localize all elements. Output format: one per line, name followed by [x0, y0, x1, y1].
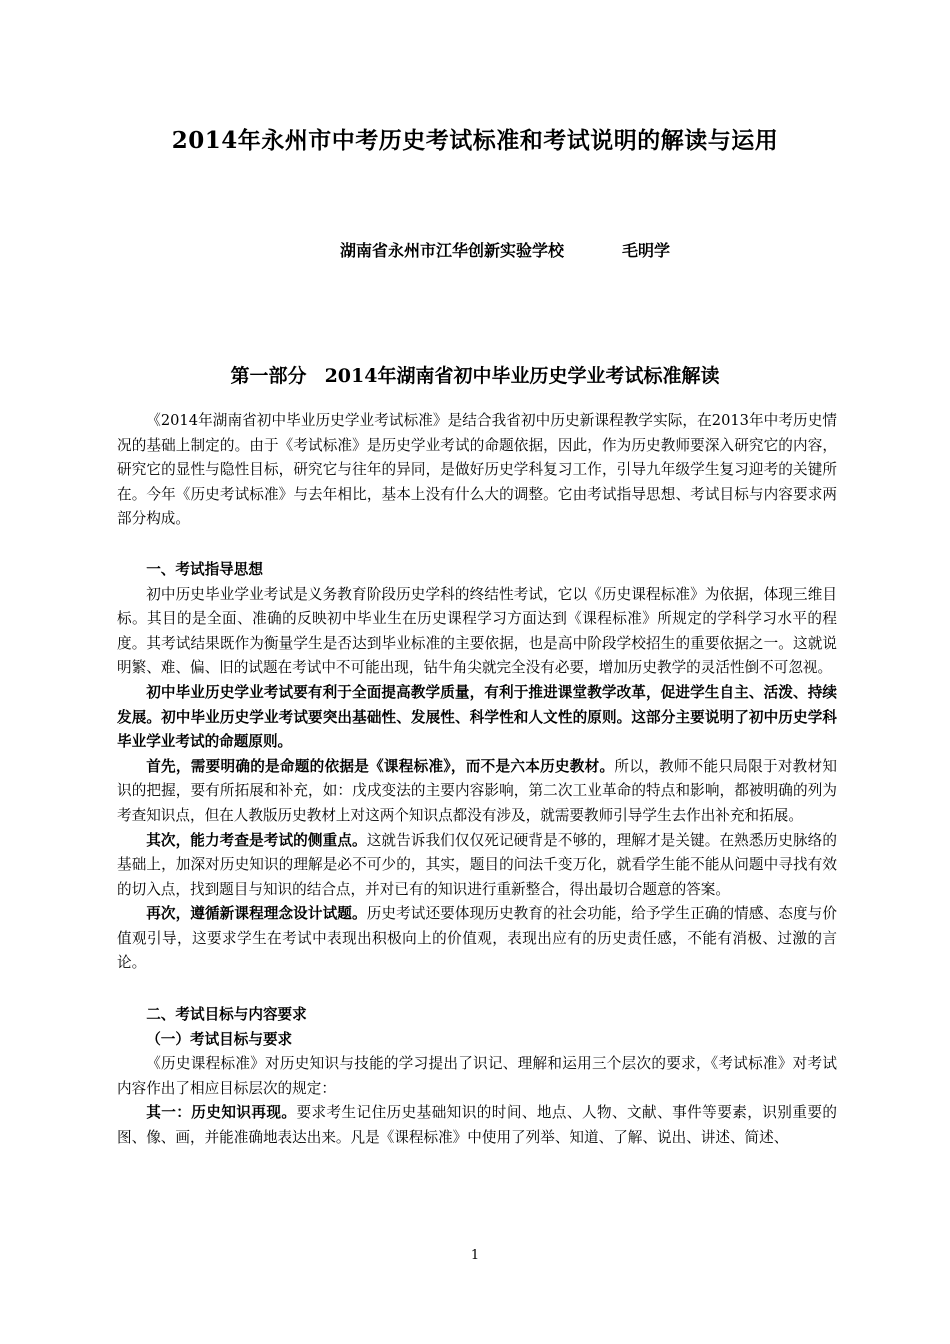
section-two-heading: 二、考试目标与内容要求 [146, 1006, 307, 1024]
emphasis-text: 再次，遵循新课程理念设计试题。 [146, 905, 367, 923]
author-school: 湖南省永州市江华创新实验学校 [340, 241, 565, 260]
part-one-heading [0, 361, 950, 388]
page-number: 1 [470, 1248, 480, 1263]
emphasis-text: 首先，需要明确的是命题的依据是《课程标准》，而不是六本历史教材。 [146, 757, 615, 775]
part-one-title: 2014年湖南省初中毕业历史学业考试标准解读 [324, 365, 720, 387]
author-line [340, 238, 670, 261]
paragraph-text: 这就告诉我们仅仅死记硬背是不够的，理解才是关键。在熟悉历史脉络的基础上，加深对历史知识的理解是必不可少的，其实，题目的问法千变万化，就看学生能不能从问题中寻找有效的切入点，找到题目与知识的结合点，并对已有的知识进行重新整合，得出最切合题意的答案。 [117, 831, 837, 898]
section-two-paragraph-2 [117, 1101, 837, 1150]
emphasis-text: 其次，能力考查是考试的侧重点。 [146, 831, 367, 849]
section-one-paragraph-2: 初中毕业历史学业考试要有利于全面提高教学质量，有利于推进课堂教学改革，促进学生自主、活泼、持续发展。初中毕业历史学业考试要突出基础性、发展性、科学性和人文性的原则。这部分主要说明了初中历史学科毕业学业考试的命题原则。 [117, 683, 837, 751]
document-title: 2014年永州市中考历史考试标准和考试说明的解读与运用 [171, 127, 779, 154]
paragraph-text: 所以，教师不能只局限于对教材知识的把握，要有所拓展和补充，如：戊戌变法的主要内容影响，第二次工业革命的特点和影响，都被明确的列为考查知识点，但在人教版历史教材上对这两个知识点都没有涉及，就需要教师引导学生去作出补充和拓展。 [117, 757, 837, 824]
intro-paragraph: 《2014年湖南省初中毕业历史学业考试标准》是结合我省初中历史新课程教学实际，在2013年中考历史情况的基础上制定的。由于《考试标准》是历史学业考试的命题依据，因此，作为历史教师要深入研究它的内容，研究它的显性与隐性目标，研究它与往年的异同，是做好历史学科复习工作，引导九年级学生复习迎考的关键所在。今年《历史考试标准》与去年相比，基本上没有什么大的调整。它由考试指导思想、考试目标与内容要求两部分构成。 [117, 412, 837, 528]
emphasis-text: 其一：历史知识再现。 [146, 1104, 297, 1122]
section-one-paragraph-5 [117, 902, 837, 976]
section-one-paragraph-1: 初中历史毕业学业考试是义务教育阶段历史学科的终结性考试，它以《历史课程标准》为依据，体现三维目标。其目的是全面、准确的反映初中毕业生在历史课程学习方面达到《课程标准》所规定的学科学习水平的程度。其考试结果既作为衡量学生是否达到毕业标准的主要依据，也是高中阶段学校招生的重要依据之一。这就说明繁、难、偏、旧的试题在考试中不可能出现，钻牛角尖就完全没有必要，增加历史教学的灵活性倒不可忽视。 [117, 585, 837, 677]
section-two-paragraph-1: 《历史课程标准》对历史知识与技能的学习提出了识记、理解和运用三个层次的要求，《考试标准》对考试内容作出了相应目标层次的规定： [117, 1055, 837, 1097]
author-name: 毛明学 [622, 241, 671, 260]
paragraph-text: 历史考试还要体现历史教育的社会功能，给予学生正确的情感、态度与价值观引导，这要求学生在考试中表现出积极向上的价值观，表现出应有的历史责任感，不能有消极、过激的言论。 [117, 905, 837, 972]
part-one-label: 第一部分 [230, 365, 307, 387]
section-two-subheading: （一）考试目标与要求 [146, 1030, 293, 1048]
document-body [117, 409, 837, 1151]
section-one-paragraph-4 [117, 829, 837, 903]
paragraph-text: 要求考生记住历史基础知识的时间、地点、人物、文献、事件等要素，识别重要的图、像、画，并能准确地表达出来。凡是《课程标准》中使用了列举、知道、了解、说出、讲述、简述、 [117, 1104, 837, 1147]
section-one-heading: 一、考试指导思想 [146, 560, 263, 578]
section-one-paragraph-3 [117, 755, 837, 829]
